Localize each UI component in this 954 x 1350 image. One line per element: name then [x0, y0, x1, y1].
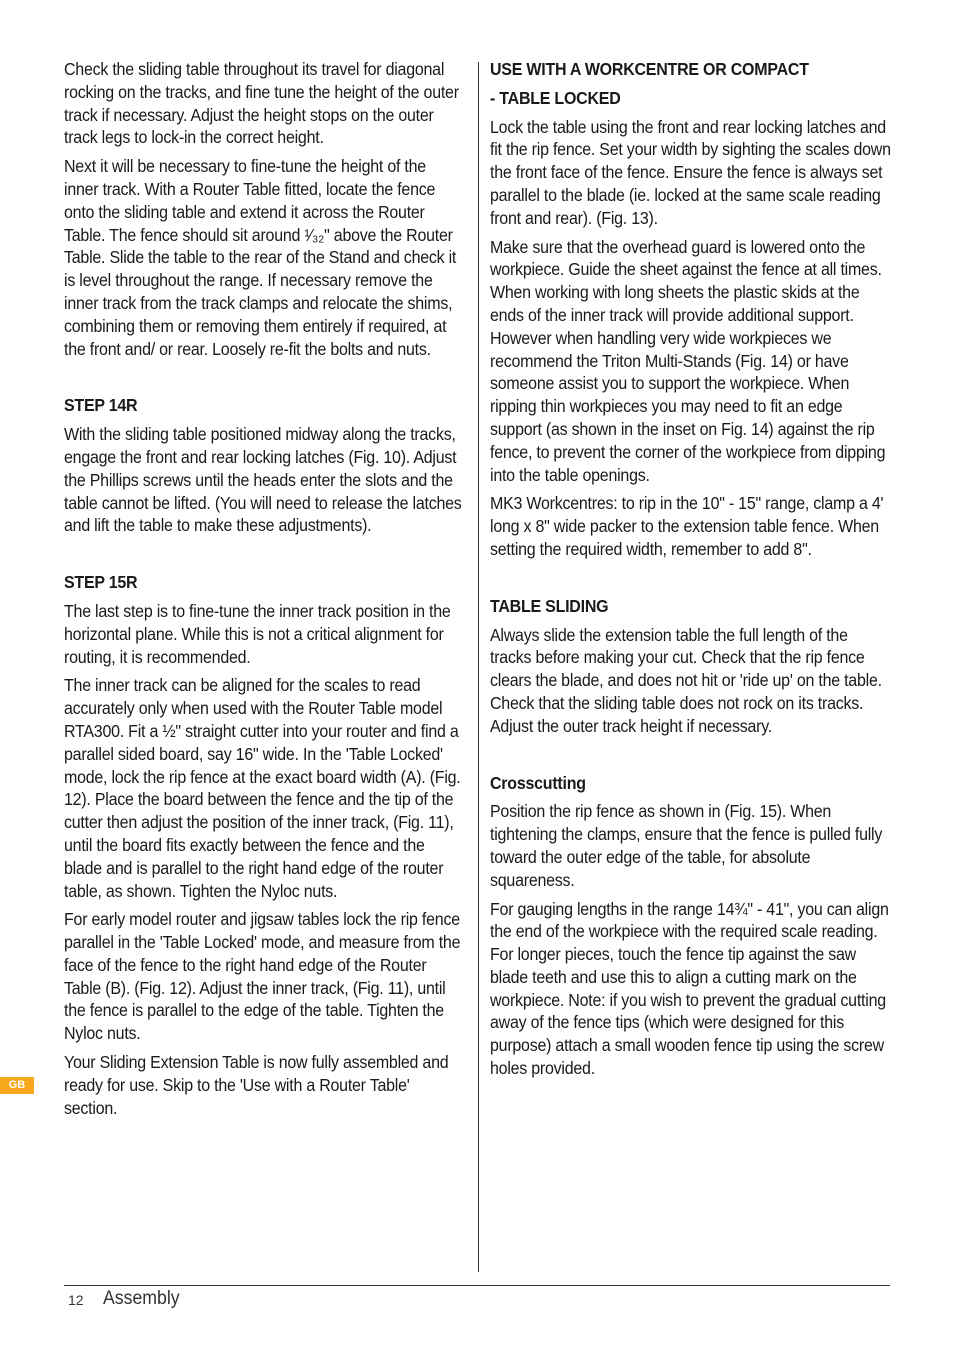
step-15r-paragraph-4: Your Sliding Extension Table is now fully assembled and ready for use. Skip to the 'Use with a Router Table' section. — [64, 1052, 449, 1118]
step-15r-paragraph-3: For early model router and jigsaw tables lock the rip fence parallel in the 'Table Locked' mode, and measure from the face of the fence to the right hand edge of the Router Table (B). (Fig. 12). Adjust the inner track, (Fig. 11), until the fence is parallel to the edge of the table. Tighten the Nyloc nuts. — [64, 909, 461, 1044]
workcentre-paragraph-2: Make sure that the overhead guard is lowered onto the workpiece. Guide the sheet against the fence at all times. When working with long sheets the plastic skids at the ends of the inner track will provide additional support. However when handling very wide workpieces we recommend the Triton Multi-Stands (Fig. 14) or have someone assist you to support the workpiece. When ripping thin workpieces you may need to fit an edge support (as shown in the inset on Fig. 14) against the rip fence, to prevent the corner of the workpiece from dipping into the table openings. — [490, 236, 886, 485]
footer-section-name: Assembly — [103, 1288, 180, 1309]
page-number: 12 — [68, 1292, 84, 1308]
intro-paragraph-2: Next it will be necessary to fine-tune the height of the inner track. With a Router Table fitted, locate the fence onto the sliding table and extend it across the Router Table. The fence should sit around ¹⁄₃₂" above the Router Table. Slide the table to the rear of the Stand and check it is level throughout the range. If necessary remove the inner track from the track clamps and relocate the shims, combining them or removing them entirely if required, at the front and/ or rear. Loosely re-fit the bolts and nuts. — [64, 156, 457, 359]
workcentre-paragraph-1: Lock the table using the front and rear locking latches and fit the rip fence. Set your width by sighting the scales down the front face of the fence. Ensure the fence is always set parallel to the blade (ie. locked at the same scale reading front and rear). (Fig. 13). — [490, 116, 891, 228]
workcentre-heading-line-1: USE WITH A WORKCENTRE OR COMPACT — [490, 59, 809, 79]
step-15r-paragraph-2: The inner track can be aligned for the scales to read accurately only when used with the Router Table model RTA300. Fit a ½" straight cutter into your router and find a parallel sided board, say 16" wide. In the 'Table Locked' mode, lock the rip fence at the exact board width (A). (Fig. 12). Place the board between the fence and the tip of the cutter then adjust the position of the inner track, (Fig. 11), until the board fits exactly between the fence and the blade and is parallel to the right hand edge of the router table, as shown. Tighten the Nyloc nuts. — [64, 675, 461, 901]
crosscutting-paragraph-2: For gauging lengths in the range 14¾" - 41", you can align the end of the workpiece with the required scale reading. For longer pieces, touch the fence tip against the saw blade teeth and use this to align a cutting mark on the workpiece. Note: if you wish to prevent the gradual cutting away of the fence tips (which were designed for this purpose) attach a small wooden fence tip using the screw holes provided. — [490, 898, 889, 1079]
step-15r-heading: STEP 15R — [64, 572, 138, 593]
right-column — [490, 58, 892, 1086]
step-14r-paragraph: With the sliding table positioned midway along the tracks, engage the front and rear locking latches (Fig. 10). Adjust the Phillips screws until the heads enter the slots and the table cannot be lifted. (You will need to release the latches and lift the table to make these adjustments). — [64, 424, 462, 536]
footer-rule — [64, 1285, 890, 1286]
workcentre-heading-line-2: - TABLE LOCKED — [490, 87, 621, 108]
step-14r-heading: STEP 14R — [64, 395, 138, 416]
table-sliding-heading: TABLE SLIDING — [490, 595, 609, 616]
workcentre-paragraph-3: MK3 Workcentres: to rip in the 10" - 15" range, clamp a 4' long x 8" wide packer to the extension table fence. When setting the required width, remember to add 8". — [490, 493, 884, 559]
step-15r-paragraph-1: The last step is to fine-tune the inner track position in the horizontal plane. While this is not a critical alignment for routing, it is recommended. — [64, 600, 451, 667]
left-column — [64, 58, 464, 1125]
column-divider — [478, 62, 479, 1272]
language-tab: GB — [0, 1077, 34, 1094]
crosscutting-paragraph-1: Position the rip fence as shown in (Fig. 15). When tightening the clamps, ensure that the fence is pulled fully toward the outer edge of the table, for absolute squareness. — [490, 801, 883, 890]
intro-paragraph-1: Check the sliding table throughout its travel for diagonal rocking on the tracks, and fine tune the height of the outer track if necessary. Adjust the height stops on the outer track legs to lock-in the correct height. — [64, 59, 459, 148]
crosscutting-heading: Crosscutting — [490, 772, 586, 793]
table-sliding-paragraph: Always slide the extension table the full length of the tracks before making your cut. Check that the rip fence clears the blade, and does not hit or 'ride up' on the table. Check that the sliding table does not rock on its tracks. Adjust the outer track height if necessary. — [490, 624, 882, 736]
